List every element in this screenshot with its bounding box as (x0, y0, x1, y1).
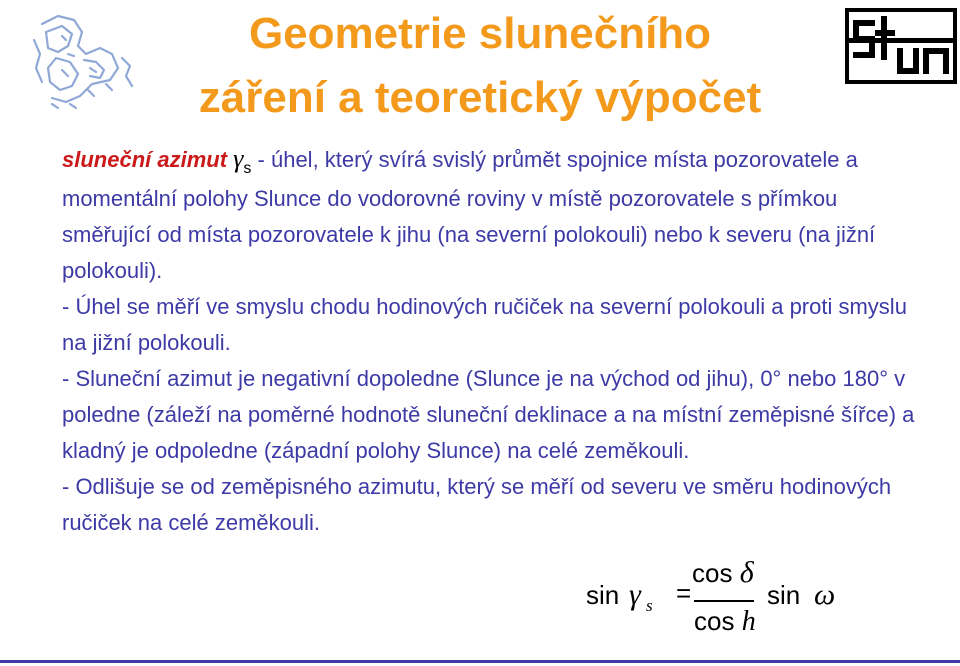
formula-num-var: δ (739, 556, 754, 589)
title-line-2: záření a teoretický výpočet (198, 73, 762, 122)
term-solar-azimuth: sluneční azimut (62, 147, 228, 172)
formula-lhs-var: γ (629, 578, 641, 611)
university-lion-logo-icon (22, 10, 140, 110)
definition-text: - úhel, který svírá svislý průmět spojnice místa pozorovatele a momentální polohy Slunce do vodorovné roviny v místě pozorovatele s přímkou směřující od místa pozorovatele k jihu (na severní polokouli) nebo k severu (na jižní polokouli). (62, 147, 876, 283)
formula-lhs-func: sin (586, 580, 620, 610)
formula-numerator (692, 556, 754, 590)
formula-fraction-bar (694, 600, 754, 602)
bottom-divider (0, 660, 960, 663)
title-line-1: Geometrie slunečního (248, 9, 712, 58)
slide-title (130, 2, 830, 130)
formula-num-func: cos (692, 558, 733, 588)
formula-denominator (694, 606, 756, 638)
azimuth-formula (582, 556, 872, 656)
paragraph-sign: - Sluneční azimut je negativní dopoledne (Slunce je na východ od jihu), 0° nebo 180° v poledne (záleží na poměrné hodnotě sluneční deklinace a na místní zeměpisné šířce) a kladný je odpoledne (západní polohy Slunce) na celé zeměkouli. (62, 366, 915, 463)
gamma-subscript: s (243, 160, 252, 177)
formula-den-var: h (741, 606, 756, 637)
body-text (62, 141, 922, 541)
paragraph-difference: - Odlišuje se od zeměpisného azimutu, který se měří od severu ve směru hodinových ručiček na celé zeměkouli. (62, 474, 892, 535)
formula-equals: = (676, 578, 692, 608)
formula-rhs-var: ω (814, 578, 836, 611)
formula-lhs-sub: s (646, 596, 653, 615)
formula-rhs-func: sin (767, 580, 801, 610)
gamma-symbol: γ (233, 144, 244, 173)
paragraph-measurement: - Úhel se měří ve smyslu chodu hodinových ručiček na severní polokouli a proti smyslu na jižní polokouli. (62, 294, 907, 355)
stu-logo-icon (845, 8, 957, 84)
formula-den-func: cos (694, 606, 735, 636)
paragraph-definition (62, 141, 922, 289)
